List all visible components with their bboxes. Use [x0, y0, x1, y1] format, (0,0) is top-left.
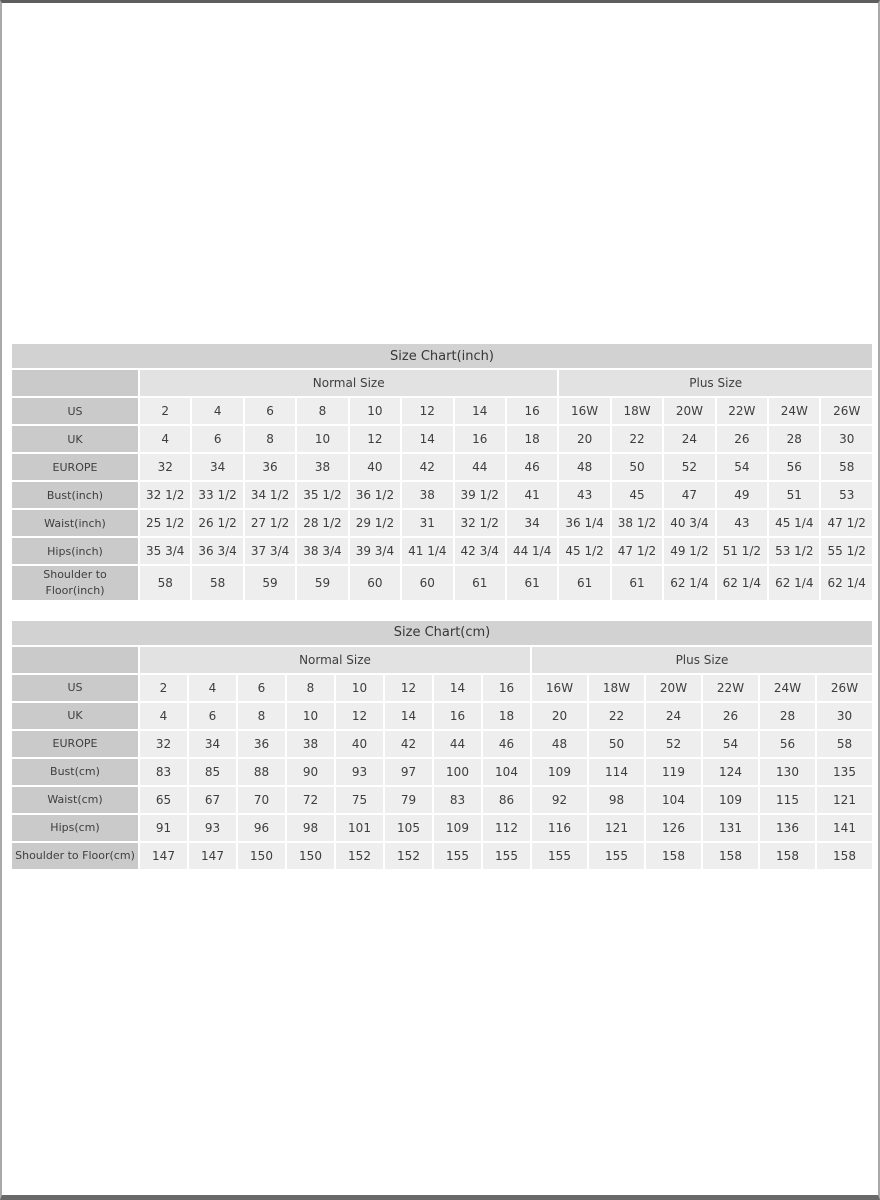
- size-cell: 4: [140, 703, 187, 729]
- size-cell: 22: [612, 426, 662, 452]
- size-cell: 83: [140, 759, 187, 785]
- size-cell: 10: [336, 675, 383, 701]
- size-cell: 39 1/2: [455, 482, 505, 508]
- row-label-text: Waist(cm): [47, 793, 103, 807]
- size-cell: 59: [245, 566, 295, 600]
- size-cell: 90: [287, 759, 334, 785]
- size-chart-cm-table: [10, 619, 874, 871]
- size-cell: 29 1/2: [350, 510, 400, 536]
- table-row: [12, 510, 872, 536]
- row-label: [12, 426, 138, 452]
- size-cell: 131: [703, 815, 758, 841]
- size-cell: 32: [140, 731, 187, 757]
- size-cell: 50: [589, 731, 644, 757]
- size-cell: 130: [760, 759, 815, 785]
- size-cell: 65: [140, 787, 187, 813]
- row-label-text: US: [67, 404, 83, 418]
- size-cell: 18W: [612, 398, 662, 424]
- row-label-text: Shoulder to Floor(inch): [43, 568, 107, 597]
- size-cell: 30: [821, 426, 872, 452]
- size-cell: 6: [192, 426, 242, 452]
- size-cell: 105: [385, 815, 432, 841]
- top-whitespace: [10, 11, 870, 342]
- size-cell: 46: [483, 731, 530, 757]
- group-header-row: [12, 647, 872, 673]
- group-header-row: [12, 370, 872, 396]
- size-cell: 135: [817, 759, 872, 785]
- size-cell: 4: [192, 398, 242, 424]
- row-label: [12, 703, 138, 729]
- table-title-row: [12, 344, 872, 368]
- size-cell: 8: [287, 675, 334, 701]
- size-cell: 28 1/2: [297, 510, 347, 536]
- size-cell: 52: [646, 731, 701, 757]
- size-cell: 16: [483, 675, 530, 701]
- size-cell: 20: [532, 703, 587, 729]
- size-cell: 42: [402, 454, 452, 480]
- table-row: [12, 398, 872, 424]
- size-cell: 49: [717, 482, 767, 508]
- size-cell: 85: [189, 759, 236, 785]
- row-label-text: EUROPE: [52, 460, 98, 474]
- size-cell: 16: [434, 703, 481, 729]
- size-cell: 34: [189, 731, 236, 757]
- size-cell: 45 1/4: [769, 510, 819, 536]
- size-cell: 97: [385, 759, 432, 785]
- size-cell: 22: [589, 703, 644, 729]
- row-label-text: Bust(cm): [50, 765, 100, 779]
- size-cell: 8: [245, 426, 295, 452]
- group-header-plus-size: Plus Size: [532, 647, 872, 673]
- size-cell: 34: [507, 510, 557, 536]
- size-cell: 33 1/2: [192, 482, 242, 508]
- size-cell: 60: [402, 566, 452, 600]
- size-cell: 47: [664, 482, 714, 508]
- size-cell: 26W: [817, 675, 872, 701]
- size-cell: 52: [664, 454, 714, 480]
- size-cell: 2: [140, 675, 187, 701]
- size-cell: 45 1/2: [559, 538, 609, 564]
- size-cell: 48: [559, 454, 609, 480]
- size-cell: 58: [140, 566, 190, 600]
- size-cell: 48: [532, 731, 587, 757]
- size-cell: 88: [238, 759, 285, 785]
- size-cell: 47 1/2: [612, 538, 662, 564]
- row-label: [12, 675, 138, 701]
- size-cell: 35 3/4: [140, 538, 190, 564]
- row-label: [12, 482, 138, 508]
- table-row: [12, 482, 872, 508]
- size-cell: 14: [385, 703, 432, 729]
- size-cell: 14: [434, 675, 481, 701]
- size-cell: 10: [297, 426, 347, 452]
- size-cell: 109: [532, 759, 587, 785]
- size-cell: 44: [455, 454, 505, 480]
- size-cell: 24W: [769, 398, 819, 424]
- size-cell: 121: [817, 787, 872, 813]
- size-cell: 12: [385, 675, 432, 701]
- size-cell: 12: [402, 398, 452, 424]
- size-cell: 98: [287, 815, 334, 841]
- size-cell: 16W: [532, 675, 587, 701]
- size-cell: 38: [297, 454, 347, 480]
- size-cell: 26: [717, 426, 767, 452]
- size-cell: 62 1/4: [769, 566, 819, 600]
- size-cell: 18: [507, 426, 557, 452]
- size-cell: 20: [559, 426, 609, 452]
- size-cell: 32: [140, 454, 190, 480]
- size-cell: 41: [507, 482, 557, 508]
- size-cell: 62 1/4: [664, 566, 714, 600]
- size-cell: 6: [189, 703, 236, 729]
- size-cell: 58: [192, 566, 242, 600]
- row-label: [12, 510, 138, 536]
- size-chart-cm-title: Size Chart(cm): [12, 621, 872, 645]
- size-cell: 37 3/4: [245, 538, 295, 564]
- size-cell: 45: [612, 482, 662, 508]
- size-cell: 34 1/2: [245, 482, 295, 508]
- size-cell: 155: [434, 843, 481, 869]
- row-label-text: Shoulder to Floor(cm): [15, 849, 135, 863]
- size-cell: 40: [350, 454, 400, 480]
- size-cell: 42: [385, 731, 432, 757]
- size-cell: 147: [140, 843, 187, 869]
- row-label: [12, 454, 138, 480]
- size-cell: 41 1/4: [402, 538, 452, 564]
- size-cell: 4: [140, 426, 190, 452]
- size-cell: 158: [646, 843, 701, 869]
- size-cell: 56: [769, 454, 819, 480]
- size-cell: 27 1/2: [245, 510, 295, 536]
- size-cell: 44: [434, 731, 481, 757]
- size-cell: 10: [350, 398, 400, 424]
- size-cell: 54: [717, 454, 767, 480]
- size-cell: 61: [507, 566, 557, 600]
- size-cell: 43: [559, 482, 609, 508]
- size-cell: 44 1/4: [507, 538, 557, 564]
- table-row: [12, 703, 872, 729]
- size-cell: 16W: [559, 398, 609, 424]
- size-cell: 62 1/4: [821, 566, 872, 600]
- table-row: [12, 759, 872, 785]
- row-label-text: EUROPE: [52, 737, 98, 751]
- size-cell: 28: [760, 703, 815, 729]
- size-cell: 155: [483, 843, 530, 869]
- size-cell: 49 1/2: [664, 538, 714, 564]
- size-cell: 40: [336, 731, 383, 757]
- size-cell: 39 3/4: [350, 538, 400, 564]
- table-row: [12, 787, 872, 813]
- corner-cell: [12, 370, 138, 396]
- size-cell: 79: [385, 787, 432, 813]
- size-cell: 32 1/2: [455, 510, 505, 536]
- table-row: [12, 538, 872, 564]
- row-label: [12, 843, 138, 869]
- size-cell: 36: [245, 454, 295, 480]
- size-cell: 46: [507, 454, 557, 480]
- size-cell: 24: [646, 703, 701, 729]
- table-row: [12, 454, 872, 480]
- size-cell: 26: [703, 703, 758, 729]
- row-label-text: Hips(cm): [50, 821, 100, 835]
- row-label: [12, 731, 138, 757]
- size-cell: 141: [817, 815, 872, 841]
- size-cell: 158: [817, 843, 872, 869]
- size-cell: 62 1/4: [717, 566, 767, 600]
- size-cell: 98: [589, 787, 644, 813]
- row-label: [12, 815, 138, 841]
- size-cell: 38: [402, 482, 452, 508]
- row-label: [12, 566, 138, 600]
- size-cell: 38 3/4: [297, 538, 347, 564]
- size-cell: 59: [297, 566, 347, 600]
- size-cell: 96: [238, 815, 285, 841]
- size-cell: 10: [287, 703, 334, 729]
- size-cell: 26W: [821, 398, 872, 424]
- row-label: [12, 398, 138, 424]
- size-cell: 18: [483, 703, 530, 729]
- size-cell: 152: [336, 843, 383, 869]
- size-cell: 75: [336, 787, 383, 813]
- size-cell: 61: [559, 566, 609, 600]
- size-cell: 92: [532, 787, 587, 813]
- size-cell: 18W: [589, 675, 644, 701]
- size-cell: 58: [821, 454, 872, 480]
- size-cell: 119: [646, 759, 701, 785]
- row-label-text: UK: [67, 432, 83, 446]
- size-cell: 67: [189, 787, 236, 813]
- size-cell: 20W: [646, 675, 701, 701]
- size-cell: 61: [612, 566, 662, 600]
- size-cell: 70: [238, 787, 285, 813]
- size-cell: 152: [385, 843, 432, 869]
- row-label-text: Hips(inch): [47, 544, 103, 558]
- row-label-text: US: [67, 681, 83, 695]
- size-cell: 43: [717, 510, 767, 536]
- size-cell: 24W: [760, 675, 815, 701]
- size-cell: 109: [703, 787, 758, 813]
- size-cell: 16: [507, 398, 557, 424]
- row-label: [12, 538, 138, 564]
- size-cell: 2: [140, 398, 190, 424]
- size-cell: 36 1/4: [559, 510, 609, 536]
- size-cell: 101: [336, 815, 383, 841]
- size-cell: 54: [703, 731, 758, 757]
- size-cell: 93: [336, 759, 383, 785]
- size-cell: 38: [287, 731, 334, 757]
- size-cell: 61: [455, 566, 505, 600]
- group-header-normal-size: Normal Size: [140, 370, 557, 396]
- size-cell: 31: [402, 510, 452, 536]
- size-cell: 114: [589, 759, 644, 785]
- table-row: [12, 566, 872, 600]
- size-cell: 34: [192, 454, 242, 480]
- table-title-row: [12, 621, 872, 645]
- size-cell: 28: [769, 426, 819, 452]
- size-cell: 72: [287, 787, 334, 813]
- size-cell: 14: [455, 398, 505, 424]
- size-cell: 53 1/2: [769, 538, 819, 564]
- size-cell: 116: [532, 815, 587, 841]
- size-cell: 8: [297, 398, 347, 424]
- size-cell: 104: [646, 787, 701, 813]
- size-cell: 51 1/2: [717, 538, 767, 564]
- row-label-text: UK: [67, 709, 83, 723]
- size-cell: 58: [817, 731, 872, 757]
- size-cell: 22W: [717, 398, 767, 424]
- group-header-plus-size: Plus Size: [559, 370, 872, 396]
- size-chart-inch-title: Size Chart(inch): [12, 344, 872, 368]
- size-cell: 51: [769, 482, 819, 508]
- row-label-text: Waist(inch): [44, 516, 106, 530]
- size-cell: 83: [434, 787, 481, 813]
- size-cell: 104: [483, 759, 530, 785]
- row-label-text: Bust(inch): [46, 488, 104, 502]
- group-header-normal-size: Normal Size: [140, 647, 530, 673]
- size-cell: 56: [760, 731, 815, 757]
- size-cell: 36: [238, 731, 285, 757]
- size-cell: 16: [455, 426, 505, 452]
- size-cell: 22W: [703, 675, 758, 701]
- size-cell: 86: [483, 787, 530, 813]
- table-row: [12, 426, 872, 452]
- size-cell: 8: [238, 703, 285, 729]
- size-cell: 109: [434, 815, 481, 841]
- table-row: [12, 843, 872, 869]
- size-cell: 150: [287, 843, 334, 869]
- size-cell: 40 3/4: [664, 510, 714, 536]
- size-cell: 14: [402, 426, 452, 452]
- size-cell: 124: [703, 759, 758, 785]
- size-cell: 155: [532, 843, 587, 869]
- size-cell: 150: [238, 843, 285, 869]
- corner-cell: [12, 647, 138, 673]
- size-cell: 91: [140, 815, 187, 841]
- row-label: [12, 787, 138, 813]
- table-row: [12, 731, 872, 757]
- size-cell: 100: [434, 759, 481, 785]
- size-cell: 126: [646, 815, 701, 841]
- size-cell: 42 3/4: [455, 538, 505, 564]
- size-cell: 112: [483, 815, 530, 841]
- size-cell: 6: [238, 675, 285, 701]
- table-row: [12, 815, 872, 841]
- size-cell: 158: [703, 843, 758, 869]
- size-cell: 12: [336, 703, 383, 729]
- size-cell: 35 1/2: [297, 482, 347, 508]
- size-cell: 55 1/2: [821, 538, 872, 564]
- row-label: [12, 759, 138, 785]
- size-cell: 50: [612, 454, 662, 480]
- size-cell: 53: [821, 482, 872, 508]
- size-cell: 36 1/2: [350, 482, 400, 508]
- table-row: [12, 675, 872, 701]
- size-cell: 93: [189, 815, 236, 841]
- size-cell: 32 1/2: [140, 482, 190, 508]
- size-cell: 24: [664, 426, 714, 452]
- size-cell: 47 1/2: [821, 510, 872, 536]
- size-cell: 30: [817, 703, 872, 729]
- size-cell: 38 1/2: [612, 510, 662, 536]
- size-cell: 26 1/2: [192, 510, 242, 536]
- size-cell: 6: [245, 398, 295, 424]
- size-cell: 12: [350, 426, 400, 452]
- size-cell: 136: [760, 815, 815, 841]
- size-cell: 60: [350, 566, 400, 600]
- size-cell: 4: [189, 675, 236, 701]
- size-cell: 121: [589, 815, 644, 841]
- size-cell: 20W: [664, 398, 714, 424]
- size-cell: 115: [760, 787, 815, 813]
- size-cell: 36 3/4: [192, 538, 242, 564]
- size-cell: 158: [760, 843, 815, 869]
- size-cell: 147: [189, 843, 236, 869]
- size-cell: 25 1/2: [140, 510, 190, 536]
- size-chart-inch-table: [10, 342, 874, 602]
- size-cell: 155: [589, 843, 644, 869]
